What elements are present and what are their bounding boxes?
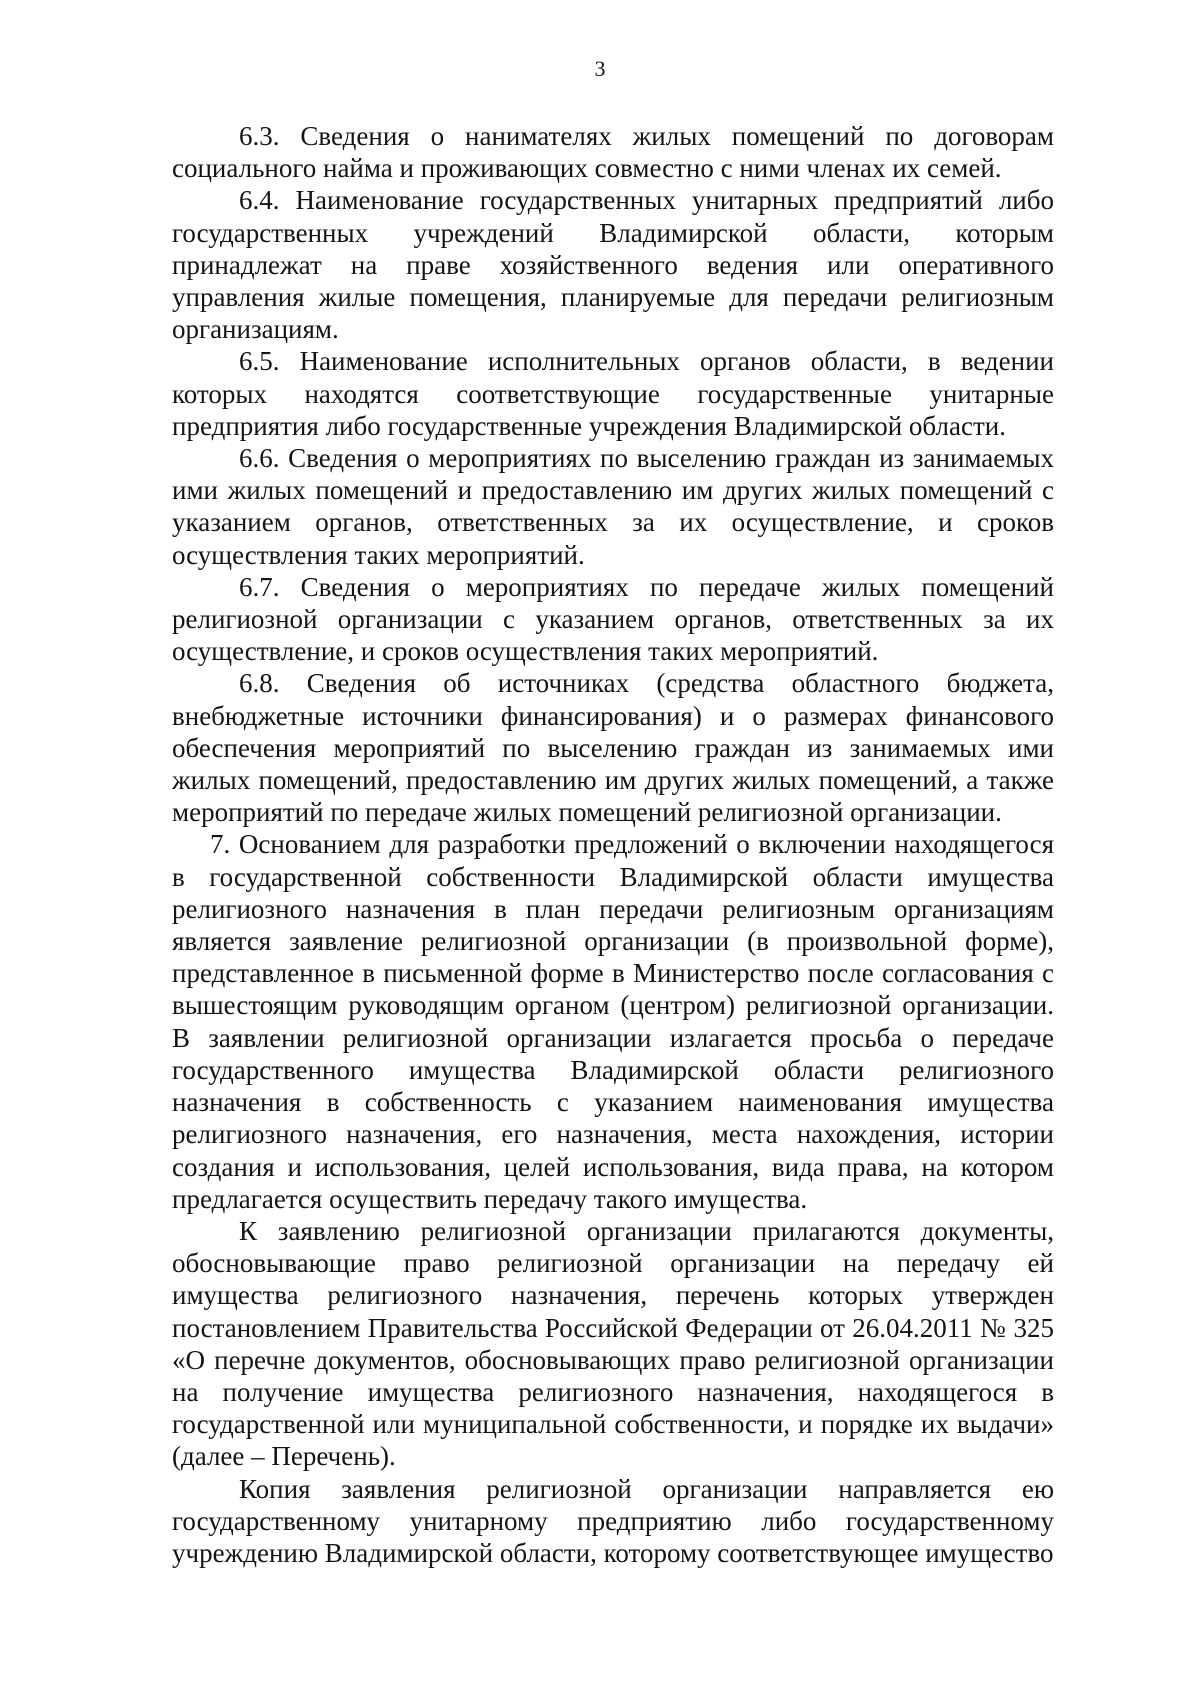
paragraph-6-8: 6.8. Сведения об источниках (средства областного бюджета, внебюджетные источники финансирования) и о размерах финансового обеспечения мероприятий по выселению граждан из занимаемых ими жилых помещений, предоставлению им других жилых помещений, а также мероприятий по передаче жилых помещений религиозной организации. [172, 668, 1054, 828]
paragraph-6-5: 6.5. Наименование исполнительных органов области, в ведении которых находятся соответствующие государственные унитарные предприятия либо государственные учреждения Владимирской области. [172, 346, 1054, 441]
page-number: 3 [594, 56, 606, 81]
paragraph-application-copy: Копия заявления религиозной организации направляется ею государственному унитарному предприятию либо государственному учреждению Владимирской области, которому соответствующее имущество [172, 1473, 1054, 1568]
paragraph-6-6: 6.6. Сведения о мероприятиях по выселению граждан из занимаемых ими жилых помещений и предоставлению им других жилых помещений с указанием органов, ответственных за их осуществление, и сроков осуществления таких мероприятий. [172, 443, 1054, 570]
paragraph-6-7: 6.7. Сведения о мероприятиях по передаче жилых помещений религиозной организации с указанием органов, ответственных за их осуществление, и сроков осуществления таких мероприятий. [172, 571, 1054, 667]
paragraph-attached-documents: К заявлению религиозной организации прилагаются документы, обосновывающие право религиозной организации на передачу ей имущества религиозного назначения, перечень которых утвержден постановлением Правительства Российской Федерации от 26.04.2011 № 325 «О перечне документов, обосновывающих право религиозной организации на получение имущества религиозного назначения, находящегося в государственной или муниципальной собственности, и порядке их выдачи» (далее – Перечень). [172, 1215, 1054, 1472]
document-body [172, 120, 1054, 1569]
paragraph-7: 7. Основанием для разработки предложений о включении находящегося в государственной собственности Владимирской области имущества религиозного назначения в план передачи религиозным организациям является заявление религиозной организации (в произвольной форме), представленное в письменной форме в Министерство после согласования с вышестоящим руководящим органом (центром) религиозной организации. В заявлении религиозной организации излагается просьба о передаче государственного имущества Владимирской области религиозного назначения в собственность с указанием наименования имущества религиозного назначения, его назначения, места нахождения, истории создания и использования, целей использования, вида права, на котором предлагается осуществить передачу такого имущества. [172, 829, 1054, 1214]
paragraph-6-4: 6.4. Наименование государственных унитарных предприятий либо государственных учреждений Владимирской области, которым принадлежат на праве хозяйственного ведения или оперативного управления жилые помещения, планируемые для передачи религиозным организациям. [172, 185, 1054, 345]
paragraph-6-3: 6.3. Сведения о нанимателях жилых помещений по договорам социального найма и проживающих совместно с ними членах их семей. [172, 121, 1054, 184]
